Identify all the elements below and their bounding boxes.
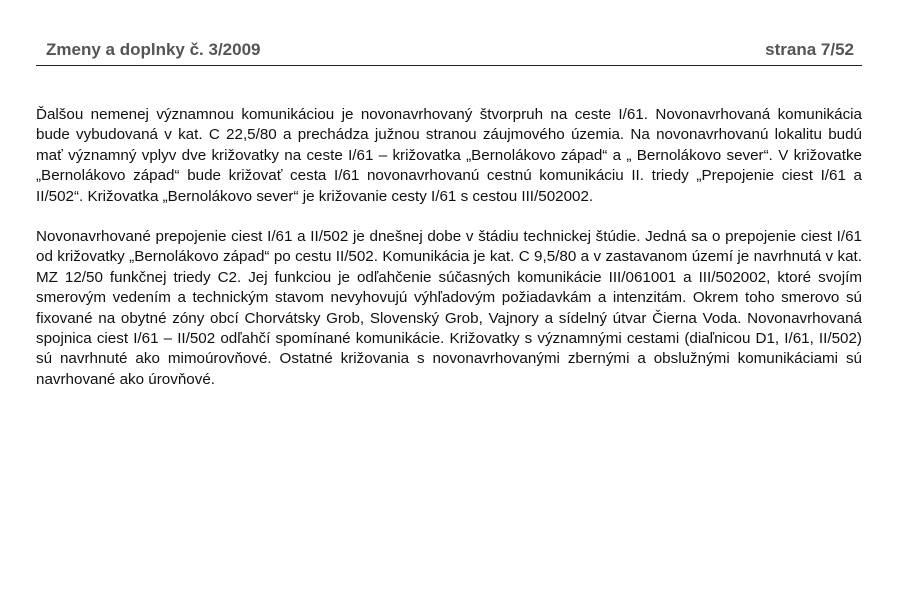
- paragraph-1: Ďalšou nemenej významnou komunikáciou je novonavrhovaný štvorpruh na ceste I/61. Novonavrhovaná komunikácia bude vybudovaná v kat. C 22,5/80 a prechádza južnou stranou záujmového územia. Na novonavrhovanú lokalitu budú mať významný vplyv dve križovatky na ceste I/61 – križovatka „Bernolákovo západ“ a „ Bernolákovo sever“. V križovatke „Bernolákovo západ“ bude križovať cesta I/61 novonavrhovanú cestnú komunikáciu II. triedy „Prepojenie ciest I/61 a II/502“. Križovatka „Bernolákovo sever“ je križovanie cesty I/61 s cestou III/502002.: [36, 106, 862, 205]
- document-body: [36, 105, 862, 410]
- page-header: [36, 38, 862, 66]
- paragraph-2: Novonavrhované prepojenie ciest I/61 a II/502 je dnešnej dobe v štádiu technickej štúdie. Jedná sa o prepojenie ciest I/61 od križovatky „Bernolákovo západ“ po cestu II/502. Komunikácia je kat. C 9,5/80 a v zastavanom území je navrhnutá v kat. MZ 12/50 funkčnej triedy C2. Jej funkciou je odľahčenie súčasných komunikácie III/061001 a III/502002, ktoré svojím smerovým vedením a technickým stavom nevyhovujú výhľadovým požiadavkám a intenzitám. Okrem toho smerovo sú fixované na obytné zóny obcí Chorvátsky Grob, Slovenský Grob, Vajnory a sídelný útvar Čierna Voda. Novonavrhovaná spojnica ciest I/61 – II/502 odľahčí spomínané komunikácie. Križovatky s významnými cestami (diaľnicou D1, I/61, II/502) sú navrhnuté ako mimoúrovňové. Ostatné križovania s novonavrhovanými zbernými a obslužnými komunikáciami sú navrhované ako úrovňové.: [36, 228, 862, 388]
- fade-overlay: [0, 395, 900, 600]
- document-title: Zmeny a doplnky č. 3/2009: [46, 40, 261, 59]
- page-number: strana 7/52: [765, 40, 854, 59]
